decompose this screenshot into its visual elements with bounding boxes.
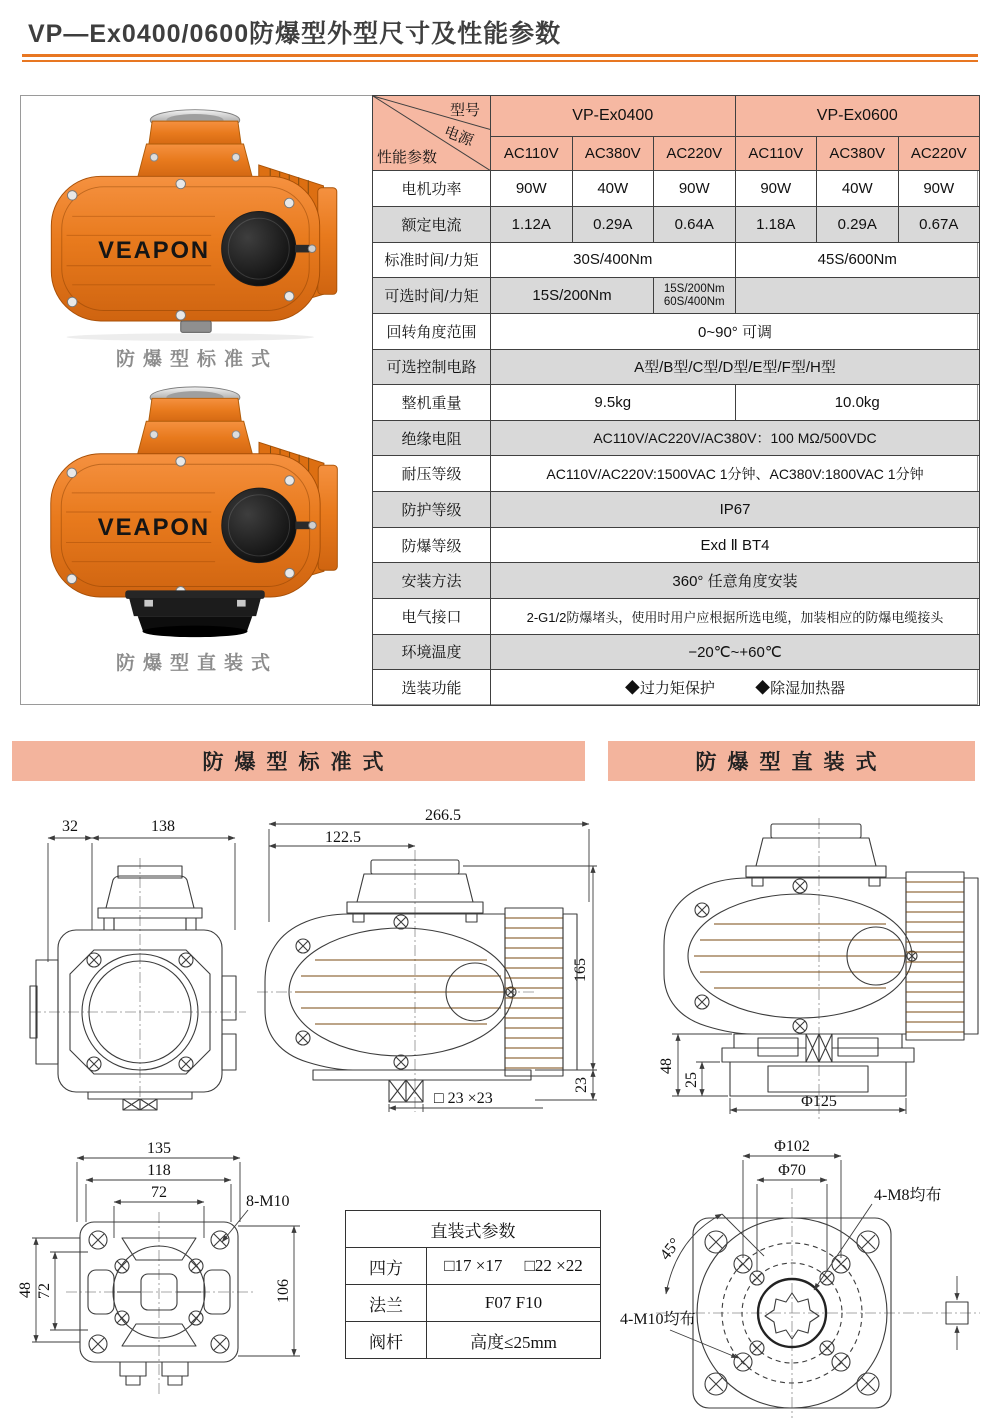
dim-135: 135 (147, 1140, 171, 1157)
row-electrical: 电气接口 2-G1/2防爆堵头，使用时用户应根据所选电缆，加装相应的防爆电缆接头 (373, 599, 980, 635)
dim-shaft-square: □ 23 ×23 (434, 1090, 493, 1107)
output-shaft (123, 1099, 157, 1110)
voltage-header: AC380V (817, 136, 899, 171)
drawing-bottom-view (17, 1140, 312, 1412)
page-title: VP—Ex0400/0600防爆型外型尺寸及性能参数 (28, 20, 562, 48)
row-motor-power: 电机功率 90W 40W 90W 90W 40W 90W (373, 171, 980, 207)
dim-72: 72 (151, 1184, 167, 1201)
voltage-header: AC110V (735, 136, 817, 171)
label-4-m10: 4-M10均布 (620, 1311, 696, 1328)
dim-48v: 48 (17, 1282, 34, 1298)
brand-label: VEAPON (98, 237, 211, 265)
row-opt-time-torque: 可选时间/力矩 15S/200Nm 15S/200Nm 60S/400Nm (373, 278, 980, 314)
row-insulation: 绝缘电阻 AC110V/AC220V/AC380V：100 MΩ/500VDC (373, 420, 980, 456)
row-ambient: 环境温度 −20℃~+60℃ (373, 634, 980, 670)
row-explosion: 防爆等级 Exd Ⅱ BT4 (373, 527, 980, 563)
row-mounting: 安装方法 360° 任意角度安装 (373, 563, 980, 599)
row-protection: 防护等级 IP67 (373, 492, 980, 528)
bottom-glands (120, 1362, 188, 1385)
row-weight: 整机重量 9.5kg 10.0kg (373, 385, 980, 421)
title-rule-thin (22, 60, 978, 62)
dim-23: 23 (573, 1077, 590, 1093)
section-header-standard: 防爆型标准式 (12, 741, 585, 781)
row-withstand: 耐压等级 AC110V/AC220V:1500VAC 1分钟、AC380V:1800VAC 1分钟 (373, 456, 980, 492)
corner-param-label: 性能参数 (377, 149, 438, 167)
indicator-knob (222, 212, 296, 286)
voltage-header: AC220V (654, 136, 736, 171)
dim-122-5: 122.5 (325, 829, 361, 846)
dim-138: 138 (151, 818, 175, 835)
spec-corner-cell (373, 96, 491, 171)
voltage-header: AC220V (898, 136, 980, 171)
corner-model-label: 型号 (449, 102, 480, 119)
row-std-time-torque: 标准时间/力矩 30S/400Nm 45S/600Nm (373, 242, 980, 278)
drawing-direct-side-view (638, 816, 998, 1126)
direct-params-table: 直装式参数 四方 □17 ×17 □22 ×22 法兰 F07 F10 阀杆 高度≤25mm (345, 1210, 601, 1359)
model-header-0600: VP-Ex0600 (735, 96, 980, 137)
model-header-0400: VP-Ex0400 (491, 96, 736, 137)
mount-base (125, 590, 264, 599)
brand-label: VEAPON (97, 513, 211, 541)
voltage-header: AC380V (572, 136, 654, 171)
label-45deg: 45° (656, 1235, 685, 1264)
corner-power-label: 电源 (441, 123, 476, 150)
dim-phi125: Φ125 (801, 1093, 837, 1110)
dim-106: 106 (275, 1279, 292, 1303)
caption-direct: 防爆型直装式 (115, 653, 278, 674)
row-rotation-range: 回转角度范围 0~90° 可调 (373, 313, 980, 349)
voltage-header: AC110V (491, 136, 573, 171)
drawing-standard-front-view (30, 810, 250, 1110)
drawing-standard-side-view (253, 807, 603, 1115)
title-rule-thick (22, 54, 978, 57)
section-header-direct: 防爆型直装式 (608, 741, 975, 781)
dim-48: 48 (658, 1058, 675, 1074)
row-rated-current: 额定电流 1.12A 0.29A 0.64A 1.18A 0.29A 0.67A (373, 206, 980, 242)
diagonal-empty-cell (735, 278, 980, 314)
dim-32: 32 (62, 818, 78, 835)
dim-72v: 72 (36, 1283, 53, 1299)
row-options: 选装功能 ◆过力矩保护 ◆除湿加热器 (373, 670, 980, 706)
dim-165: 165 (572, 958, 589, 982)
label-8-m10: 8-M10 (246, 1193, 290, 1210)
dim-phi70: Φ70 (778, 1162, 806, 1179)
overview-panel (20, 95, 978, 705)
indicator-knob (222, 488, 297, 563)
motor-fins (906, 872, 964, 1040)
photo-standard-actuator (37, 104, 353, 340)
params-title: 直装式参数 (346, 1211, 601, 1248)
caption-standard: 防爆型标准式 (115, 349, 278, 370)
dim-25: 25 (683, 1072, 700, 1088)
dim-118: 118 (147, 1162, 171, 1179)
output-shaft (389, 1080, 423, 1102)
mount-base-section (722, 1034, 914, 1096)
drawing-flange-view (618, 1140, 998, 1421)
photo-direct-actuator (37, 384, 353, 640)
dim-266-5: 266.5 (425, 807, 461, 824)
row-control-circuit: 可选控制电路 A型/B型/C型/D型/E型/F型/H型 (373, 349, 980, 385)
spec-table (372, 95, 980, 706)
dim-phi102: Φ102 (774, 1138, 810, 1155)
label-4-m8: 4-M8均布 (874, 1187, 942, 1204)
